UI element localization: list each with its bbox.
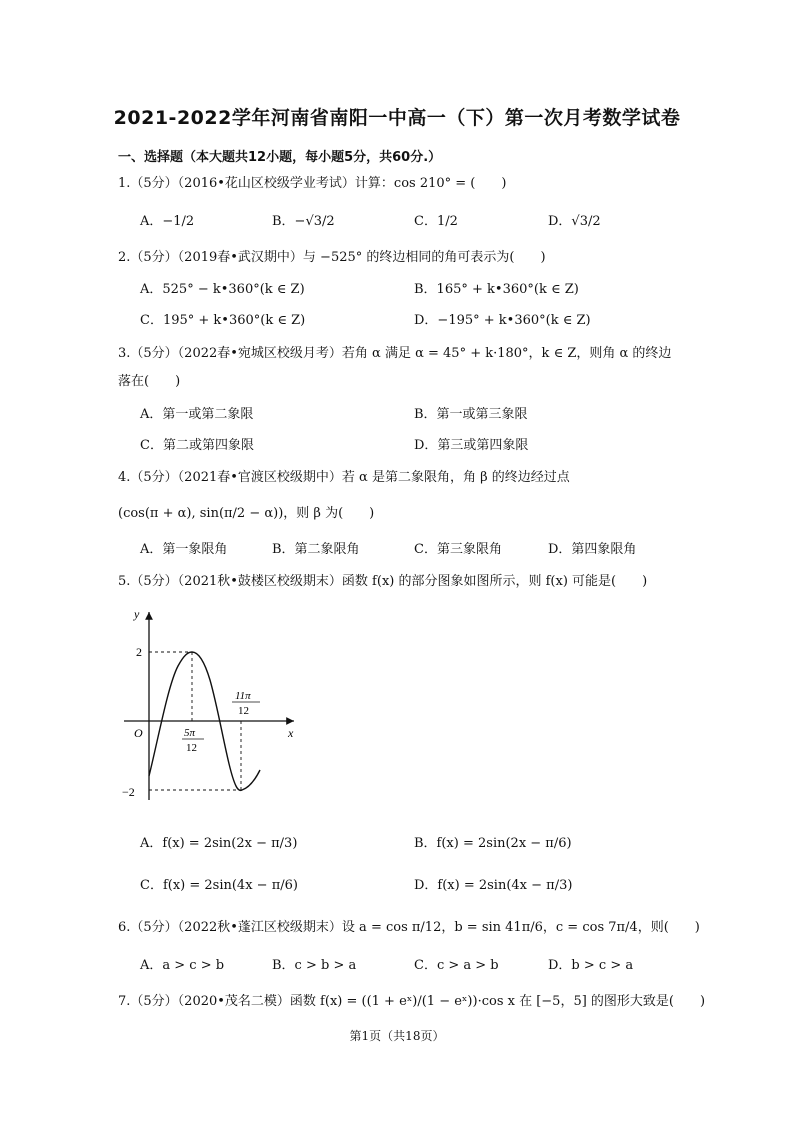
question-6-stem: 6.（5分）（2022秋•蓬江区校级期末）设 a = cos π/12，b = sin 41π/6，c = cos 7π/4，则( ) [118, 920, 700, 935]
q2-option-d: D．−195° + k•360°(k ∈ Z) [414, 313, 591, 328]
question-1-stem: 1.（5分）（2016•花山区校级学业考试）计算：cos 210° = ( ) [118, 176, 507, 191]
q5-option-d: D．f(x) = 2sin(4x − π/3) [414, 878, 573, 893]
q2-option-a: A．525° − k•360°(k ∈ Z) [140, 282, 305, 297]
q2-option-b: B．165° + k•360°(k ∈ Z) [414, 282, 579, 297]
y-max-label: 2 [136, 645, 142, 659]
q4-option-d: D．第四象限角 [548, 542, 637, 557]
q1-option-d: D．√3/2 [548, 214, 601, 229]
q6-option-b: B．c > b > a [272, 958, 357, 973]
q5-option-a: A．f(x) = 2sin(2x − π/3) [140, 836, 298, 851]
q6-option-a: A．a > c > b [140, 958, 225, 973]
function-graph [118, 600, 318, 810]
tick-11pi-12-num: 11π [235, 690, 251, 702]
y-axis-label: y [134, 607, 140, 621]
question-3-stem-line1: 3.（5分）（2022春•宛城区校级月考）若角 α 满足 α = 45° + k·180°，k ∈ Z，则角 α 的终边 [118, 346, 672, 361]
q5-option-b: B．f(x) = 2sin(2x − π/6) [414, 836, 572, 851]
q6-option-c: C．c > a > b [414, 958, 499, 973]
q4-option-b: B．第二象限角 [272, 542, 360, 557]
question-7-stem: 7.（5分）（2020•茂名二模）函数 f(x) = ((1 + eˣ)/(1 − eˣ))·cos x 在 [−5，5] 的图形大致是( ) [118, 994, 706, 1009]
question-4-stem-line2: (cos(π + α), sin(π/2 − α))，则 β 为( ) [118, 506, 375, 521]
q4-option-a: A．第一象限角 [140, 542, 228, 557]
x-axis-label: x [288, 726, 294, 740]
q2-option-c: C．195° + k•360°(k ∈ Z) [140, 313, 306, 328]
origin-label: O [134, 726, 143, 740]
tick-11pi-12-den: 12 [238, 705, 249, 717]
tick-5pi-12-den: 12 [186, 742, 197, 754]
page-footer: 第1页（共18页） [349, 1029, 445, 1043]
question-5-stem: 5.（5分）（2021秋•鼓楼区校级期末）函数 f(x) 的部分图象如图所示，则 f(x) 可能是( ) [118, 574, 648, 589]
y-min-label: −2 [122, 785, 135, 799]
q1-option-a: A．−1/2 [140, 214, 195, 229]
q4-option-c: C．第三象限角 [414, 542, 502, 557]
q3-option-d: D．第三或第四象限 [414, 438, 529, 453]
question-2-stem: 2.（5分）（2019春•武汉期中）与 −525° 的终边相同的角可表示为( ) [118, 250, 546, 265]
q1-option-c: C．1/2 [414, 214, 458, 229]
tick-5pi-12-num: 5π [184, 727, 196, 739]
question-3-stem-line2: 落在( ) [118, 374, 181, 389]
q1-option-b: B．−√3/2 [272, 214, 335, 229]
page-title: 2021-2022学年河南省南阳一中高一（下）第一次月考数学试卷 [113, 107, 681, 129]
q3-option-b: B．第一或第三象限 [414, 407, 528, 422]
q3-option-a: A．第一或第二象限 [140, 407, 254, 422]
q6-option-d: D．b > c > a [548, 958, 634, 973]
q3-option-c: C．第二或第四象限 [140, 438, 254, 453]
q5-option-c: C．f(x) = 2sin(4x − π/6) [140, 878, 298, 893]
question-4-stem-line1: 4.（5分）（2021春•官渡区校级期中）若 α 是第二象限角，角 β 的终边经过点 [118, 470, 570, 485]
section-heading: 一、选择题（本大题共12小题，每小题5分，共60分.） [118, 150, 442, 165]
